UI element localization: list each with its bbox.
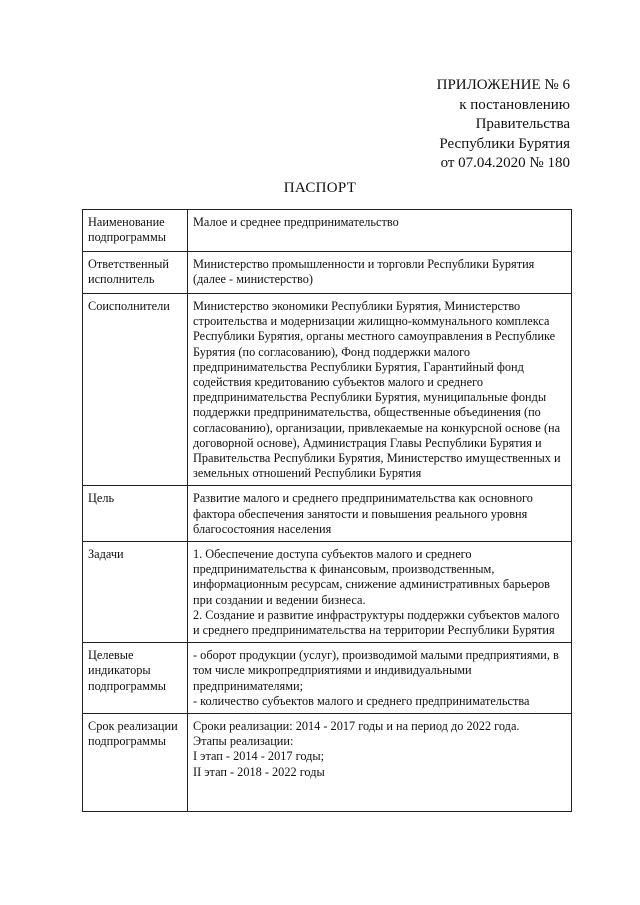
appendix-number: ПРИЛОЖЕНИЕ № 6 — [436, 77, 570, 93]
row-label: Задачи — [83, 542, 188, 643]
row-co-executors — [83, 294, 572, 486]
row-value-text: 2. Создание и развитие инфраструктуры поддержки субъектов малого и среднего предпринимательства на территории Республики Бурятия — [193, 607, 560, 638]
row-value-text: Сроки реализации: 2014 - 2017 годы и на период до 2022 года. — [193, 719, 520, 734]
row-value-text: Малое и среднее предпринимательство — [193, 215, 399, 229]
row-label: Ответственный исполнитель — [83, 252, 188, 294]
row-value — [188, 714, 572, 812]
appendix-government: Правительства — [475, 116, 570, 132]
appendix-header — [437, 76, 570, 174]
appendix-date-number: от 07.04.2020 № 180 — [440, 155, 570, 171]
passport-table — [82, 209, 572, 812]
row-value — [188, 210, 572, 252]
row-value-text: Министерство экономики Республики Бурятия, Министерство строительства и модернизации жилищно-коммунального комплекса Республики Бурятия, органы местного самоуправления в Республике Бурятия (по согласованию), Фонд поддержки малого предпринимательства Республики Бурятия, Гарантийный фонд содействия кредитованию субъектов малого и среднего предпринимательства Республики Бурятия, муниципальные фонды поддержки предпринимательства, общественные объединения (по согласованию), организации, привлекаемые на конкурсной основе (на договорной основе), Администрация Главы Республики Бурятия и Правительства Республики Бурятия, Министерство имущественных и земельных отношений Республики Бурятия — [193, 299, 561, 481]
row-indicators — [83, 643, 572, 714]
row-value-text: Этапы реализации: — [193, 734, 294, 749]
row-value — [188, 294, 572, 486]
row-value-text: I этап - 2014 - 2017 годы; — [193, 749, 325, 764]
row-goal — [83, 486, 572, 542]
appendix-to-resolution: к постановлению — [459, 96, 570, 113]
row-value — [188, 542, 572, 643]
row-label: Цель — [83, 486, 188, 542]
page-title: ПАСПОРТ — [283, 180, 357, 196]
row-label: Срок реализации подпрограммы — [83, 714, 188, 812]
row-value-text: 1. Обеспечение доступа субъектов малого и среднего предпринимательства к финансовым, производственным, информационным ресурсам, снижение административных барьеров при создании и ведении бизнеса. — [193, 547, 550, 607]
row-value-text: - оборот продукции (услуг), производимой малыми предприятиями, в том числе микропредприятиями и индивидуальными предпринимателями; — [193, 648, 559, 693]
row-value-text: - количество субъектов малого и среднего предпринимательства — [193, 693, 530, 708]
row-value — [188, 252, 572, 294]
row-tasks — [83, 542, 572, 643]
row-value-text: II этап - 2018 - 2022 годы — [193, 764, 325, 779]
row-value — [188, 643, 572, 714]
row-value-text: Развитие малого и среднего предпринимательства как основного фактора обеспечения занятости и повышения реального уровня благосостояния населения — [193, 491, 533, 536]
appendix-republic: Республики Бурятия — [439, 135, 570, 152]
row-name — [83, 210, 572, 252]
row-label: Соисполнители — [83, 294, 188, 486]
row-executor — [83, 252, 572, 294]
row-value — [188, 486, 572, 542]
row-label: Наименование подпрограммы — [83, 210, 188, 252]
row-label: Целевые индикаторы подпрограммы — [83, 643, 188, 714]
row-terms — [83, 714, 572, 812]
row-value-text: Министерство промышленности и торговли Республики Бурятия (далее - министерство) — [193, 257, 535, 287]
